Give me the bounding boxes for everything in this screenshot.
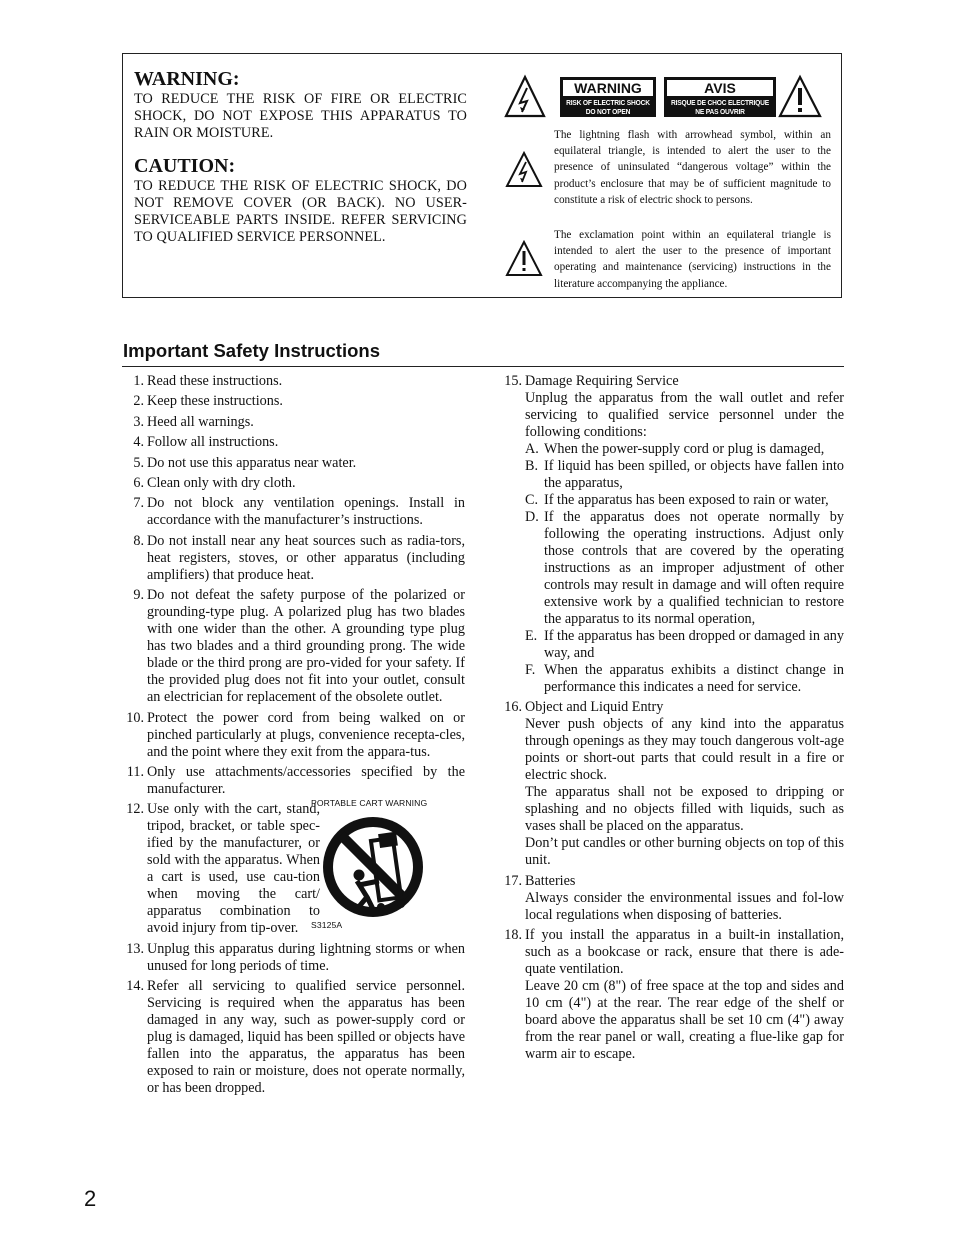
cart-caption: PORTABLE CART WARNING: [311, 798, 428, 809]
instruction-item: [122, 764, 465, 798]
instruction-item: [500, 373, 844, 696]
instruction-item: [122, 978, 465, 1097]
sub-text: If the apparatus does not operate normally by following the operating instructions. Adjust only those controls that are covered by the operating instructions as an improper adjustment of other controls may result in damage and will often require extensive work by a qualified technician to restore the apparatus to its normal operation,: [544, 509, 844, 627]
instruction-item: [122, 798, 465, 937]
instruction-item: [122, 455, 465, 472]
instruction-item: [122, 533, 465, 584]
instructions-right-column: [500, 373, 844, 1067]
sub-item: [525, 509, 844, 628]
instruction-item: [122, 414, 465, 431]
item-text: Don’t put candles or other burning objects on top of this unit.: [525, 835, 844, 869]
exclamation-symbol-description: The exclamation point within an equilateral triangle is intended to alert the user to the presence of important operating and maintenance (servicing) instructions in the literature accompanying the appliance.: [554, 229, 831, 290]
warning-heading: WARNING:: [134, 68, 240, 90]
sub-item: [525, 662, 844, 696]
item-number: 11.: [126, 763, 144, 780]
item-number: 17.: [504, 872, 522, 889]
item-number: 15.: [504, 373, 522, 389]
item-text: Do not block any ventilation openings. Install in accordance with the manufacturer’s instructions.: [147, 495, 465, 529]
page-number: 2: [84, 1186, 97, 1211]
exclamation-triangle-icon: [504, 240, 544, 278]
warning-caution-text: [134, 68, 467, 256]
avis-label: [664, 77, 776, 117]
item-number: 10.: [126, 709, 144, 726]
item-text: Clean only with dry cloth.: [147, 474, 296, 491]
sub-letter: C.: [525, 492, 539, 508]
item-title: Damage Requiring Service: [525, 373, 679, 389]
item-text: Do not install near any heat sources such as radia-tors, heat registers, stoves, or other apparatus (including amplifiers) that produce heat.: [147, 532, 465, 583]
item-text: Keep these instructions.: [147, 393, 283, 410]
item-text: Protect the power cord from being walked on or pinched particularly at plugs, convenience recepta-cles, and the point where they exit from the appara-tus.: [147, 709, 465, 760]
item-text: Unplug this apparatus during lightning storms or when unused for long periods of time.: [147, 940, 465, 974]
sub-text: If liquid has been spilled, or objects have fallen into the apparatus,: [544, 458, 844, 491]
instruction-item: [500, 927, 844, 1063]
item-number: 8.: [133, 532, 144, 549]
section-title: Important Safety Instructions: [123, 340, 380, 361]
instruction-item: [122, 710, 465, 761]
item-text: Follow all instructions.: [147, 434, 279, 451]
warning-text: TO REDUCE THE RISK OF FIRE OR ELECTRIC SHOCK, DO NOT EXPOSE THIS APPARATUS TO RAIN OR MOISTURE.: [134, 91, 467, 142]
sub-text: If the apparatus has been dropped or damaged in any way, and: [544, 628, 844, 661]
portable-cart-warning-figure: [311, 795, 451, 935]
sub-item: [525, 628, 844, 662]
instruction-item: [122, 434, 465, 451]
instruction-item: [122, 475, 465, 492]
item-text: Do not use this apparatus near water.: [147, 454, 357, 471]
lightning-triangle-icon: [503, 74, 547, 120]
item-text: The apparatus shall not be exposed to dripping or splashing and no objects filled with liquids, such as vases shall be placed on the apparatus.: [525, 784, 844, 835]
item-number: 14.: [126, 978, 144, 995]
item-text: If you install the apparatus in a built-in installation, such as a bookcase or rack, ensure that there is ade-quate ventilation.: [525, 927, 844, 978]
avis-label-title: AVIS: [666, 79, 774, 97]
cart-code: S3125A: [311, 920, 343, 931]
item-text: Only use attachments/accessories specified by the manufacturer.: [147, 763, 465, 797]
item-text: Never push objects of any kind into the apparatus through openings as they may touch dangerous volt-age points or short-out parts that could result in a fire or electric shock.: [525, 716, 844, 784]
instruction-item: [122, 373, 465, 390]
instruction-item: [500, 699, 844, 869]
item-number: 4.: [133, 434, 144, 451]
item-text: Use only with the cart, stand, tripod, bracket, or table spec-ified by the manufacturer, or sold with the apparatus. When a cart is used, use cau-tion when moving the cart/ apparatus combination to avoid injury from tip-over.: [147, 801, 320, 937]
lightning-triangle-icon: [504, 150, 544, 190]
item-number: 1.: [133, 373, 144, 389]
sub-item: [525, 492, 844, 509]
sub-letter: A.: [525, 441, 539, 457]
item-number: 12.: [126, 801, 144, 818]
item-number: 2.: [133, 393, 144, 410]
item-number: 18.: [504, 927, 522, 944]
sub-letter: E.: [525, 628, 538, 644]
sub-text: If the apparatus has been exposed to rain or water,: [544, 492, 829, 508]
sub-item: [525, 458, 844, 492]
warning-label-sub2: DO NOT OPEN: [585, 109, 631, 116]
sub-letter: F.: [525, 662, 536, 678]
instruction-item: [122, 941, 465, 975]
item-text: Unplug the apparatus from the wall outlet and refer servicing to qualified service personnel under the following conditions:: [525, 390, 844, 440]
item-title: Batteries: [525, 872, 576, 889]
item-number: 7.: [133, 495, 144, 512]
item-text: Read these instructions.: [147, 373, 283, 389]
item-text: Do not defeat the safety purpose of the polarized or grounding-type plug. A polarized plug has two blades with one wider than the other. A grounding type plug has two blades and a third grounding prong. The wide blade or the third prong are pro-vided for your safety. If the provided plug does not fit into your outlet, consult an electrician for replacement of the obsolete outlet.: [147, 587, 465, 706]
sub-text: When the power-supply cord or plug is damaged,: [544, 441, 825, 457]
section-divider: [122, 366, 844, 367]
caution-text: TO REDUCE THE RISK OF ELECTRIC SHOCK, DO NOT REMOVE COVER (OR BACK). NO USER-SERVICEABLE PARTS INSIDE. REFER SERVICING TO QUALIFIED SERVICE PERSONNEL.: [134, 177, 467, 246]
cart-tipover-icon: [317, 811, 429, 923]
item-number: 3.: [133, 413, 144, 430]
sub-letter: D.: [525, 509, 539, 525]
warning-labels: [503, 74, 833, 122]
item-title: Object and Liquid Entry: [525, 699, 664, 716]
item-number: 5.: [133, 454, 144, 471]
warning-label: [560, 77, 656, 117]
warning-label-title: WARNING: [562, 79, 654, 97]
item-text: Leave 20 cm (8") of free space at the top and sides and 10 cm (4") at the rear. The rear edge of the shelf or board above the apparatus shall be set 10 cm (4") away from the rear panel or wall, creating a flue-like gap for warm air to escape.: [525, 978, 844, 1063]
lightning-symbol-description: The lightning flash with arrowhead symbol, within an equilateral triangle, is intended to alert the user to the presence of uninsulated “dangerous voltage” within the product’s enclosure that may be of sufficient magnitude to constitute a risk of electric shock to persons.: [554, 129, 831, 206]
warning-box: [122, 53, 842, 298]
item-text: Heed all warnings.: [147, 413, 254, 430]
instruction-item: [122, 495, 465, 529]
caution-heading: CAUTION:: [134, 154, 236, 177]
instructions-left-column: [122, 373, 465, 1100]
exclamation-triangle-icon: [777, 74, 823, 120]
sub-letter: B.: [525, 458, 539, 474]
item-number: 9.: [133, 587, 144, 604]
item-number: 16.: [504, 699, 522, 716]
sub-item: [525, 441, 844, 458]
item-number: 13.: [126, 940, 144, 957]
item-text: Always consider the environmental issues and fol-low local regulations when disposing of batteries.: [525, 889, 844, 923]
warning-label-sub1: RISK OF ELECTRIC SHOCK: [566, 100, 650, 107]
sub-text: When the apparatus exhibits a distinct change in performance this indicates a need for service.: [544, 662, 844, 695]
avis-label-sub2: NE PAS OUVRIR: [695, 109, 745, 116]
instruction-item: [122, 587, 465, 706]
avis-label-sub1: RISQUE DE CHOC ELECTRIQUE: [671, 100, 769, 107]
item-number: 6.: [133, 474, 144, 491]
instruction-item: [500, 873, 844, 924]
instruction-item: [122, 393, 465, 410]
item-text: Refer all servicing to qualified service personnel. Servicing is required when the apparatus has been damaged in any way, such as power-supply cord or plug is damaged, liquid has been spilled or objects have fallen into the apparatus, the apparatus has been exposed to rain or moisture, does not operate normally, or has been dropped.: [147, 978, 465, 1097]
